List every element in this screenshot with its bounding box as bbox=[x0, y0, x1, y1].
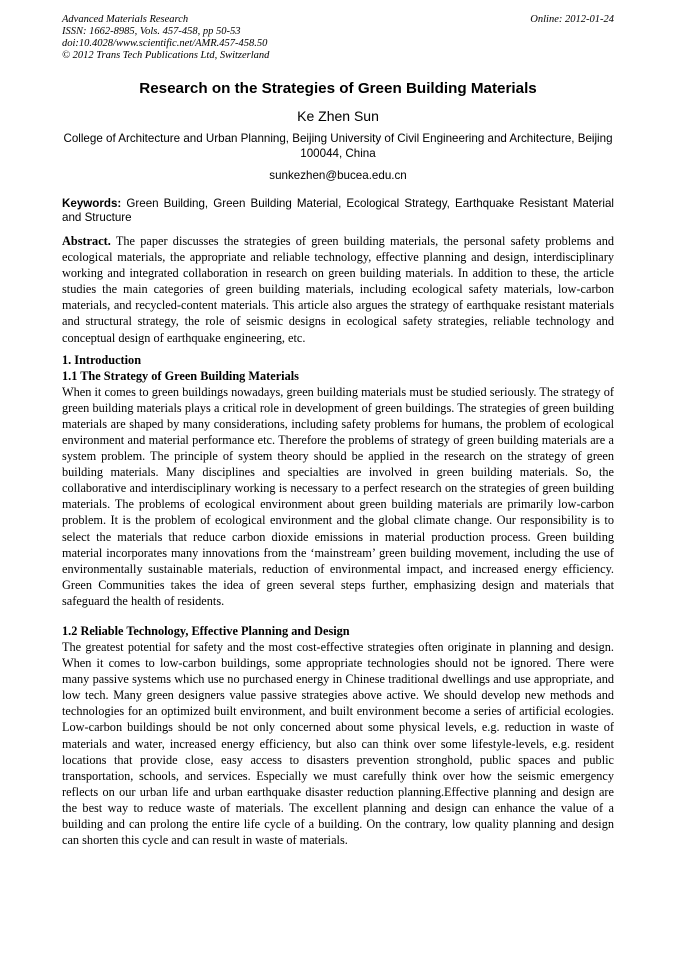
author-email: sunkezhen@bucea.edu.cn bbox=[269, 169, 407, 182]
doi-line: doi:10.4028/www.scientific.net/AMR.457-458.50 bbox=[62, 38, 268, 49]
issn-line: ISSN: 1662-8985, Vols. 457-458, pp 50-53 bbox=[62, 26, 241, 37]
paper-page bbox=[62, 14, 614, 848]
author-name: Ke Zhen Sun bbox=[297, 108, 379, 124]
paper-title: Research on the Strategies of Green Building Materials bbox=[139, 80, 537, 97]
abstract-label: Abstract. bbox=[62, 234, 111, 248]
journal-header bbox=[62, 14, 614, 62]
section-1-2-body: The greatest potential for safety and the most cost-effective strategies often originate in planning and design. When it comes to low-carbon buildings, some appropriate technologies should not be ignored. There were many passive systems which use no purchased energy in Chinese traditional dwellings and use appropriate, and low tech. Many green designers value passive strategies above active. We should develop new methods and technologies for an optimized built environment, and built environment become a series of artificial ecologies. Low-carbon buildings should be not only concerned about some physical levels, e.g. reduction in waste of materials and water, increased energy efficiency, but also can think over some lifestyle-levels, e.g. resident locations that provide close, easy access to disasters prevention stronghold, public spaces and public transportation, schools, and services. Especially we must carefully think over how the seismic emergency reflects on our urban life and urban earthquake disaster reduction planning.Effective planning and design are the best way to reduce waste of materials. The excellent planning and design can enhance the value of a building and can prolong the entire life cycle of a building. On the contrary, low quality planning and design can shorten this cycle and can result in waste of materials. bbox=[62, 639, 614, 848]
keywords-label: Keywords: bbox=[62, 197, 122, 210]
section-1-1-body: When it comes to green buildings nowadays, green building materials must be studied seriously. The strategy of green building materials plays a critical role in development of green buildings. The strategies of green building materials are shaped by many considerations, including safety problems for humans, the problem of ecological environment and material performance etc. Therefore the problems of strategy of green building materials are a system problem. The principle of system theory should be applied in the research on the strategy of green building materials. Many disciplines and specialties are involved in green building materials. So, the collaborative and interdisciplinary working is necessary to a perfect research on the strategies of green building materials. The problems of ecological environment about green building materials are primarily low-carbon problem. It is the problem of ecological environment and the global climate change. Our responsibility is to select the materials that reduce carbon dioxide emissions in material production process. Green building material incorporates many innovations from the ‘mainstream’ green building movement, including the use of environmentally sustainable materials, reduction of environmental impact, and increased energy efficiency. Green Communities takes the idea of green several steps further, emphasizing design and materials that safeguard the health of residents. bbox=[62, 384, 614, 608]
abstract-text: The paper discusses the strategies of green building materials, the personal safety problems and ecological materials, the appropriate and reliable technology, effective planning and design, interdisciplinary working and integrated collaboration in research on green building materials. In addition to these, the article studies the main categories of green building materials, including ecological safety materials, low-carbon materials, and recycled-content materials. This article also argues the strategy of earthquake resistant materials and structural strategy, the role of seismic designs in ecological safety strategies, reliable technology and conceptual design of earthquake engineering, etc. bbox=[62, 234, 614, 345]
journal-name: Advanced Materials Research bbox=[62, 14, 189, 25]
abstract bbox=[62, 233, 614, 346]
keywords-text: Green Building, Green Building Material, Ecological Strategy, Earthquake Resistant Material and Structure bbox=[62, 197, 614, 224]
online-date: Online: 2012-01-24 bbox=[530, 14, 614, 25]
section-heading-introduction: 1. Introduction bbox=[62, 352, 142, 367]
section-heading-1-2: 1.2 Reliable Technology, Effective Planning and Design bbox=[62, 623, 350, 638]
copyright-line: © 2012 Trans Tech Publications Ltd, Switzerland bbox=[62, 50, 270, 61]
affiliation: College of Architecture and Urban Planning, Beijing University of Civil Engineering and Architecture, Beijing 100044, China bbox=[63, 132, 613, 160]
section-heading-1-1: 1.1 The Strategy of Green Building Materials bbox=[62, 368, 299, 383]
keywords bbox=[62, 197, 614, 225]
